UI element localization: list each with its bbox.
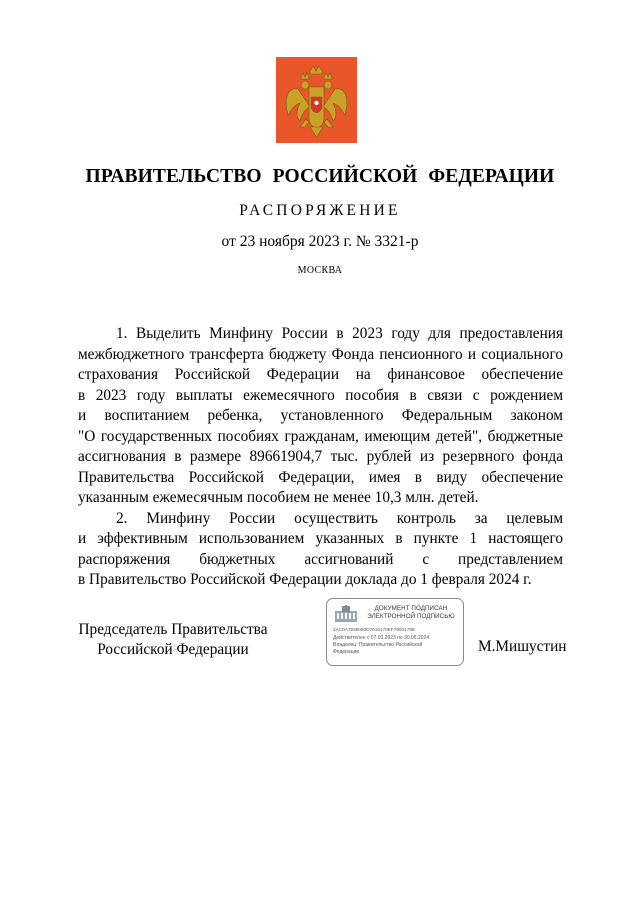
text-line: указанным ежемесячным пособием не менее 10,3 млн. детей.	[78, 489, 479, 506]
electronic-signature-stamp	[326, 598, 464, 666]
text-line: межбюджетного трансферта бюджету Фонда пенсионного и социального	[78, 345, 563, 363]
stamp-title-line: ДОКУМЕНТ ПОДПИСАН	[374, 605, 448, 612]
signer-position-line: Председатель Правительства	[78, 621, 268, 638]
certificate-serial: 2AC0A7935050D7616170EF7993178E	[333, 627, 416, 632]
text-line: распоряжения бюджетных ассигнований с представлением	[78, 550, 563, 568]
text-line: и воспитанием ребенка, установленного Федеральным законом	[78, 407, 563, 424]
owner-line: Владелец: Правительство Российской	[333, 642, 423, 648]
document-body	[78, 324, 563, 591]
text-line: 2. Минфину России осуществить контроль за целевым	[116, 509, 563, 527]
owner-line: Федерации	[333, 648, 360, 655]
text-line: ассигнования в размере 89661904,7 тыс. рублей из резервного фонда	[78, 448, 563, 465]
text-line: Правительства Российской Федерации, имея в виду обеспечение	[78, 468, 563, 486]
text-line: страхования Российской Федерации на финансовое обеспечение	[78, 366, 563, 383]
document-type: РАСПОРЯЖЕНИЕ	[239, 202, 401, 219]
certificate-validity: Действителен с 07.03.2023 по 30.05.2024	[333, 635, 430, 641]
text-line: и эффективным использованием указанных в пункте 1 настоящего	[78, 530, 563, 547]
coat-of-arms-icon	[276, 57, 357, 143]
certificate-owner	[333, 642, 455, 655]
stamp-title	[363, 605, 459, 621]
text-line: "О государственных пособиях гражданам, имеющим детей", бюджетные	[78, 427, 563, 445]
signer-name: М.Мишустин	[478, 638, 567, 655]
text-line: 1. Выделить Минфину России в 2023 году для предоставления	[116, 325, 563, 342]
paragraph-2	[78, 509, 563, 591]
document-date-number: от 23 ноября 2023 г. № 3321-р	[221, 233, 419, 250]
stamp-title-line: ЭЛЕКТРОННОЙ ПОДПИСЬЮ	[367, 613, 455, 620]
paragraph-1	[78, 324, 563, 509]
text-line: в Правительство Российской Федерации доклада до 1 февраля 2024 г.	[78, 571, 532, 588]
signer-position-line: Российской Федерации	[97, 641, 249, 658]
government-title: ПРАВИТЕЛЬСТВО РОССИЙСКОЙ ФЕДЕРАЦИИ	[85, 166, 555, 187]
document-city: МОСКВА	[297, 265, 343, 276]
signer-position	[78, 620, 268, 660]
government-building-icon	[333, 605, 359, 623]
text-line: в 2023 году выплаты ежемесячного пособия в связи с рождением	[78, 386, 563, 404]
